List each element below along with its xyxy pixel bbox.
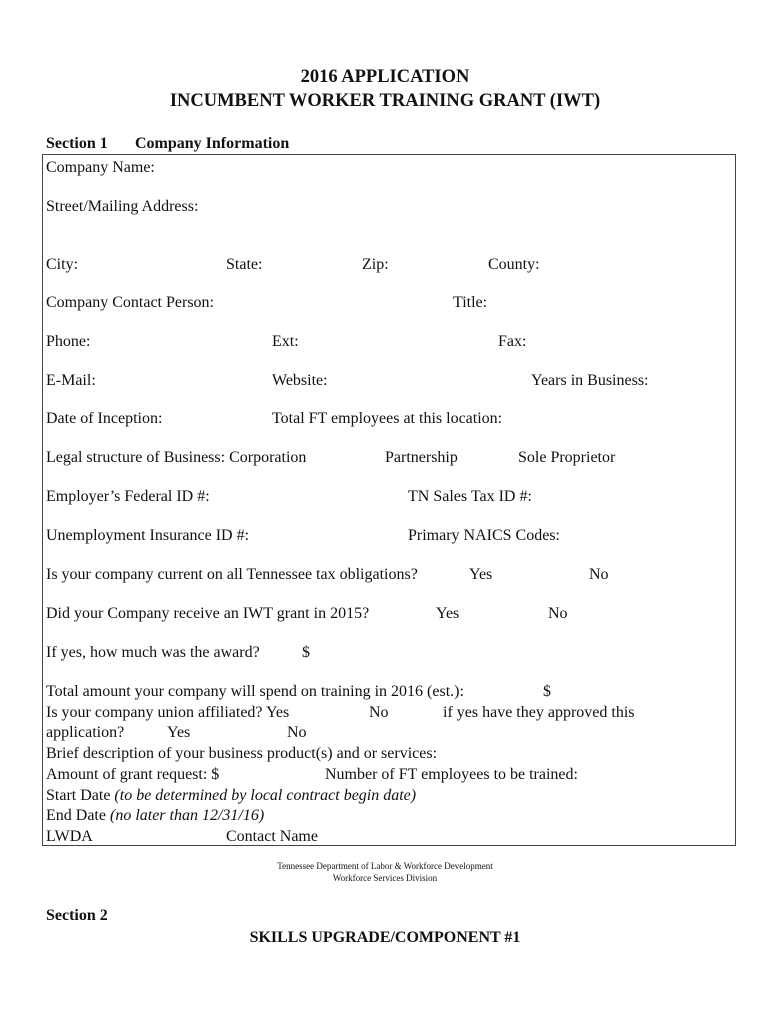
county-label: County: [488, 256, 540, 273]
business-description-label: Brief description of your business product(s) and or services: [46, 745, 438, 762]
union-application-yes: Yes [167, 724, 191, 741]
award-dollar-sign: $ [302, 644, 310, 661]
footer-division: Workforce Services Division [332, 873, 438, 883]
section1-title: Company Information [135, 135, 290, 152]
state-label: State: [226, 256, 263, 273]
header-title-year: 2016 APPLICATION [300, 67, 470, 87]
employees-trained-label: Number of FT employees to be trained: [325, 766, 578, 783]
start-date-line [46, 786, 416, 805]
union-affiliated-question: Is your company union affiliated? Yes [46, 704, 290, 721]
legal-structure-corporation: Legal structure of Business: Corporation [46, 449, 307, 466]
union-application-label: application? [46, 724, 125, 741]
start-date-label: Start Date [46, 787, 111, 804]
prior-grant-question: Did your Company receive an IWT grant in 2015? [46, 605, 370, 622]
end-date-note: (no later than 12/31/16) [109, 807, 265, 824]
lwda-label: LWDA [46, 828, 93, 845]
city-label: City: [46, 256, 79, 273]
unemployment-id-label: Unemployment Insurance ID #: [46, 527, 250, 544]
header-title-program: INCUMBENT WORKER TRAINING GRANT (IWT) [169, 91, 601, 111]
ext-label: Ext: [272, 333, 299, 350]
fax-label: Fax: [498, 333, 527, 350]
legal-structure-sole-proprietor: Sole Proprietor [518, 449, 616, 466]
award-amount-question: If yes, how much was the award? [46, 644, 260, 661]
end-date-label: End Date [46, 807, 106, 824]
zip-label: Zip: [362, 256, 389, 273]
section2-number: Section 2 [46, 907, 108, 924]
years-in-business-label: Years in Business: [531, 372, 649, 389]
sales-tax-id-label: TN Sales Tax ID #: [408, 488, 532, 505]
tax-obligations-yes: Yes [469, 566, 493, 583]
tax-obligations-question: Is your company current on all Tennessee tax obligations? [46, 566, 418, 583]
union-affiliated-no: No [369, 704, 389, 721]
website-label: Website: [272, 372, 328, 389]
federal-id-label: Employer’s Federal ID #: [46, 488, 210, 505]
section1-number: Section 1 [46, 135, 108, 152]
prior-grant-no: No [548, 605, 568, 622]
email-label: E-Mail: [46, 372, 96, 389]
union-application-no: No [287, 724, 307, 741]
contact-person-label: Company Contact Person: [46, 294, 214, 311]
grant-request-label: Amount of grant request: $ [46, 766, 220, 783]
prior-grant-yes: Yes [436, 605, 460, 622]
end-date-line [46, 806, 264, 825]
ft-employees-label: Total FT employees at this location: [272, 410, 503, 427]
legal-structure-partnership: Partnership [385, 449, 458, 466]
union-approved-text: if yes have they approved this [443, 704, 635, 721]
company-name-label: Company Name: [46, 159, 155, 176]
contact-title-label: Title: [453, 294, 488, 311]
naics-codes-label: Primary NAICS Codes: [408, 527, 560, 544]
section2-title: SKILLS UPGRADE/COMPONENT #1 [249, 929, 521, 946]
tax-obligations-no: No [589, 566, 609, 583]
contact-name-label: Contact Name [226, 828, 318, 845]
footer-department: Tennessee Department of Labor & Workforce Development [277, 861, 493, 871]
training-spend-question: Total amount your company will spend on training in 2016 (est.): [46, 683, 464, 700]
date-of-inception-label: Date of Inception: [46, 410, 163, 427]
start-date-note: (to be determined by local contract begin date) [114, 787, 417, 804]
phone-label: Phone: [46, 333, 91, 350]
training-spend-dollar-sign: $ [543, 683, 551, 700]
street-address-label: Street/Mailing Address: [46, 198, 199, 215]
